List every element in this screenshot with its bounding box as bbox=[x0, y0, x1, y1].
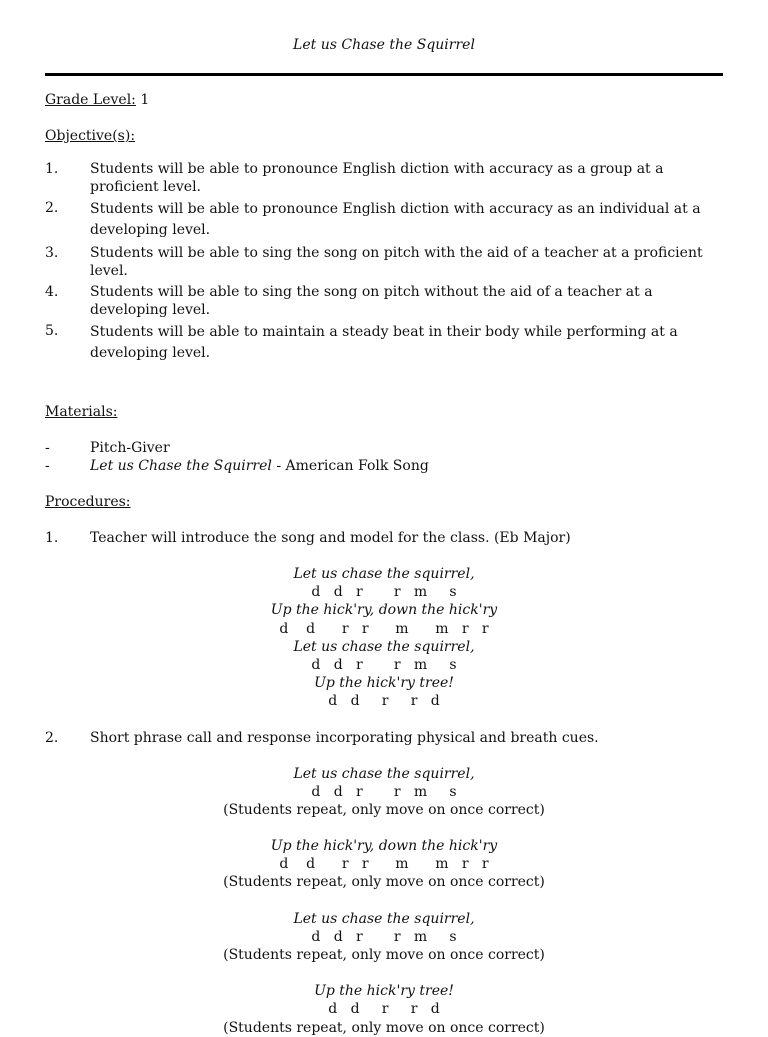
song-origin: - American Folk Song bbox=[271, 458, 429, 474]
grade-level-value: 1 bbox=[140, 92, 150, 108]
call-response-phrase bbox=[45, 765, 723, 820]
objective-number: 2. bbox=[45, 200, 59, 216]
objective-text: Students will be able to maintain a steady beat in their body while performing at a developing level. bbox=[90, 324, 678, 361]
procedures-heading: Procedures: bbox=[45, 494, 131, 510]
lyric-line: Up the hick'ry tree! bbox=[314, 675, 454, 692]
procedure-step-1 bbox=[45, 529, 723, 547]
document-page bbox=[45, 36, 723, 1037]
objective-item bbox=[45, 199, 723, 241]
solfege-line: d d r r m m r r bbox=[279, 620, 489, 637]
lyric-line: Up the hick'ry, down the hick'ry bbox=[270, 838, 498, 855]
objective-item bbox=[45, 160, 723, 196]
header-rule bbox=[45, 73, 723, 76]
solfege-line: d d r r m m r r bbox=[279, 856, 489, 873]
procedure-number: 2. bbox=[45, 729, 59, 746]
procedure-number: 1. bbox=[45, 530, 59, 546]
objective-number: 3. bbox=[45, 245, 59, 261]
solfege-line: d d r r m s bbox=[311, 656, 457, 673]
material-item bbox=[45, 439, 723, 457]
lyric-line: Let us chase the squirrel, bbox=[293, 765, 475, 782]
call-response-phrase bbox=[45, 982, 723, 1037]
lyric-line: Let us chase the squirrel, bbox=[293, 910, 475, 927]
lyric-line: Let us chase the squirrel, bbox=[293, 566, 475, 582]
solfege-line: d d r r d bbox=[328, 693, 440, 710]
objective-text: Students will be able to sing the song on pitch with the aid of a teacher at a proficient level. bbox=[90, 245, 703, 279]
material-item bbox=[45, 457, 723, 475]
procedure-text: Short phrase call and response incorporating physical and breath cues. bbox=[90, 729, 599, 746]
phrase-note: (Students repeat, only move on once correct) bbox=[223, 874, 545, 891]
procedure-text: Teacher will introduce the song and model for the class. (Eb Major) bbox=[90, 530, 571, 546]
call-response-phrase bbox=[45, 837, 723, 892]
solfege-line: d d r r m s bbox=[311, 584, 457, 601]
objective-number: 1. bbox=[45, 161, 59, 177]
lyric-line: Up the hick'ry, down the hick'ry bbox=[270, 602, 498, 619]
materials-heading: Materials: bbox=[45, 404, 118, 420]
document-title: Let us Chase the Squirrel bbox=[293, 37, 475, 53]
song-title: Let us Chase the Squirrel bbox=[90, 458, 272, 474]
material-text bbox=[90, 457, 723, 475]
grade-level-label: Grade Level: bbox=[45, 92, 136, 108]
material-bullet: - bbox=[45, 458, 50, 474]
objective-item bbox=[45, 244, 723, 280]
call-response-phrase bbox=[45, 910, 723, 965]
procedure-step-2 bbox=[45, 729, 723, 747]
objective-number: 4. bbox=[45, 284, 59, 300]
grade-level bbox=[45, 91, 723, 109]
material-text: Pitch-Giver bbox=[90, 440, 170, 456]
objective-text: Students will be able to pronounce English diction with accuracy as a group at a proficient level. bbox=[90, 161, 664, 195]
objectives-heading: Objective(s): bbox=[45, 128, 136, 144]
objective-number: 5. bbox=[45, 323, 59, 339]
lyric-line: Up the hick'ry tree! bbox=[314, 983, 454, 1000]
solfege-line: d d r r d bbox=[328, 1001, 440, 1018]
objective-item bbox=[45, 322, 723, 364]
objective-text: Students will be able to pronounce English diction with accuracy as an individual at a developing level. bbox=[90, 201, 701, 238]
song-model bbox=[45, 565, 723, 711]
phrase-note: (Students repeat, only move on once correct) bbox=[223, 1019, 545, 1036]
objective-item bbox=[45, 283, 723, 319]
materials-list bbox=[45, 439, 723, 475]
solfege-line: d d r r m s bbox=[311, 928, 457, 945]
objectives-list bbox=[45, 160, 723, 364]
material-bullet: - bbox=[45, 440, 50, 456]
phrase-note: (Students repeat, only move on once correct) bbox=[223, 801, 545, 818]
objective-text: Students will be able to sing the song on pitch without the aid of a teacher at a developing level. bbox=[90, 284, 653, 318]
phrase-note: (Students repeat, only move on once correct) bbox=[223, 947, 545, 963]
lyric-line: Let us chase the squirrel, bbox=[293, 638, 475, 655]
solfege-line: d d r r m s bbox=[311, 783, 457, 800]
